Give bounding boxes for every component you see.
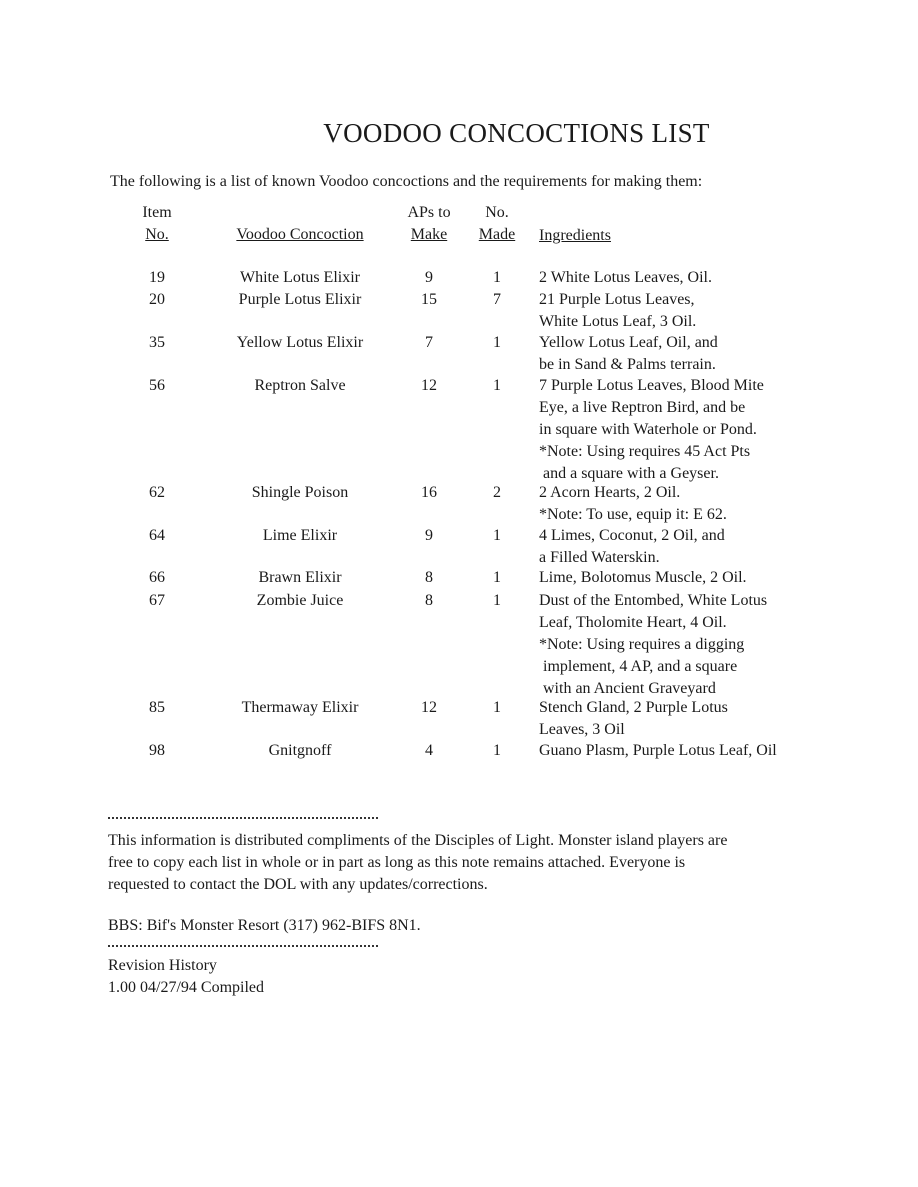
ingredient-line: Stench Gland, 2 Purple Lotus [539,699,728,716]
ingredient-line: Lime, Bolotomus Muscle, 2 Oil. [539,569,747,586]
row-number-made: 1 [493,269,501,286]
row-concoction-name: Yellow Lotus Elixir [236,334,364,351]
ingredient-line: 7 Purple Lotus Leaves, Blood Mite [539,377,764,394]
row-number-made: 1 [493,334,501,351]
ingredient-line: *Note: To use, equip it: E 62. [539,506,727,523]
row-number-made: 1 [493,569,501,586]
ingredient-line: with an Ancient Graveyard [539,680,716,697]
header-aps-bottom: Make [410,226,448,243]
bbs-info: BBS: Bif's Monster Resort (317) 962-BIFS 8N1. [108,917,421,934]
ingredient-line: in square with Waterhole or Pond. [539,421,757,438]
header-item [140,202,174,246]
row-aps-to-make: 12 [421,377,437,394]
row-item-number: 64 [149,527,165,544]
row-item-number: 35 [149,334,165,351]
row-number-made: 1 [493,527,501,544]
header-item-top: Item [142,204,172,221]
row-aps-to-make: 4 [425,742,433,759]
row-ingredients [539,267,819,289]
revision-block [108,955,264,999]
header-aps-top: APs to [407,204,451,221]
ingredient-line: *Note: Using requires a digging [539,636,745,653]
row-concoction-name: Purple Lotus Elixir [238,291,362,308]
row-item-number: 85 [149,699,165,716]
row-concoction-name: Gnitgnoff [268,742,332,759]
row-aps-to-make: 7 [425,334,433,351]
intro-text: The following is a list of known Voodoo concoctions and the requirements for making them: [110,173,703,190]
ingredient-line: 2 Acorn Hearts, 2 Oil. [539,484,681,501]
header-made-bottom: Made [478,226,516,243]
ingredient-line: Guano Plasm, Purple Lotus Leaf, Oil [539,742,777,759]
ingredient-line: 2 White Lotus Leaves, Oil. [539,269,712,286]
row-ingredients [539,525,819,569]
row-concoction-name: Thermaway Elixir [241,699,359,716]
row-number-made: 1 [493,742,501,759]
ingredient-line: a Filled Waterskin. [539,549,660,566]
row-item-number: 56 [149,377,165,394]
divider-top [108,817,378,819]
header-ingredients [539,225,819,247]
ingredient-line: *Note: Using requires 45 Act Pts [539,443,751,460]
row-ingredients [539,697,819,741]
header-made-top: No. [485,204,509,221]
row-ingredients [539,482,819,526]
divider-bottom [108,945,378,947]
row-item-number: 20 [149,291,165,308]
row-concoction-name: Brawn Elixir [258,569,342,586]
row-concoction-name: Reptron Salve [254,377,346,394]
row-ingredients [539,289,819,333]
ingredient-line: 4 Limes, Coconut, 2 Oil, and [539,527,725,544]
row-concoction-name: Zombie Juice [256,592,344,609]
ingredient-line: Dust of the Entombed, White Lotus [539,592,768,609]
ingredient-line: Eye, a live Reptron Bird, and be [539,399,746,416]
row-ingredients [539,590,819,700]
row-concoction-name: Lime Elixir [262,527,338,544]
row-aps-to-make: 15 [421,291,437,308]
row-ingredients [539,375,819,485]
row-item-number: 19 [149,269,165,286]
row-number-made: 1 [493,699,501,716]
page-title: VOODOO CONCOCTIONS LIST [323,118,710,148]
ingredient-line: be in Sand & Palms terrain. [539,356,716,373]
header-concoction-label: Voodoo Concoction [236,226,364,243]
header-item-bottom: No. [145,226,169,243]
header-ingredients-label: Ingredients [539,227,611,244]
row-aps-to-make: 12 [421,699,437,716]
row-concoction-name: Shingle Poison [251,484,349,501]
header-concoction [212,224,388,246]
notice-line: requested to contact the DOL with any updates/corrections. [108,876,488,893]
row-number-made: 7 [493,291,501,308]
ingredient-line: implement, 4 AP, and a square [539,658,738,675]
ingredient-line: Yellow Lotus Leaf, Oil, and [539,334,718,351]
row-aps-to-make: 8 [425,592,433,609]
row-aps-to-make: 9 [425,269,433,286]
ingredient-line: 21 Purple Lotus Leaves, [539,291,695,308]
header-aps [398,202,460,246]
row-aps-to-make: 8 [425,569,433,586]
row-ingredients [539,740,819,762]
row-ingredients [539,332,819,376]
row-number-made: 1 [493,592,501,609]
row-item-number: 98 [149,742,165,759]
row-aps-to-make: 16 [421,484,437,501]
row-number-made: 2 [493,484,501,501]
row-ingredients [539,567,819,589]
row-item-number: 62 [149,484,165,501]
row-item-number: 67 [149,592,165,609]
row-concoction-name: White Lotus Elixir [240,269,360,286]
revision-title: Revision History [108,957,217,974]
ingredient-line: White Lotus Leaf, 3 Oil. [539,313,697,330]
row-number-made: 1 [493,377,501,394]
row-item-number: 66 [149,569,165,586]
revision-entry: 1.00 04/27/94 Compiled [108,979,264,996]
notice-line: This information is distributed compliments of the Disciples of Light. Monster island players are [108,832,728,849]
notice-line: free to copy each list in whole or in part as long as this note remains attached. Everyone is [108,854,686,871]
row-aps-to-make: 9 [425,527,433,544]
ingredient-line: Leaves, 3 Oil [539,721,625,738]
notice-block [108,830,727,896]
ingredient-line: Leaf, Tholomite Heart, 4 Oil. [539,614,727,631]
header-made [472,202,522,246]
ingredient-line: and a square with a Geyser. [539,465,719,482]
